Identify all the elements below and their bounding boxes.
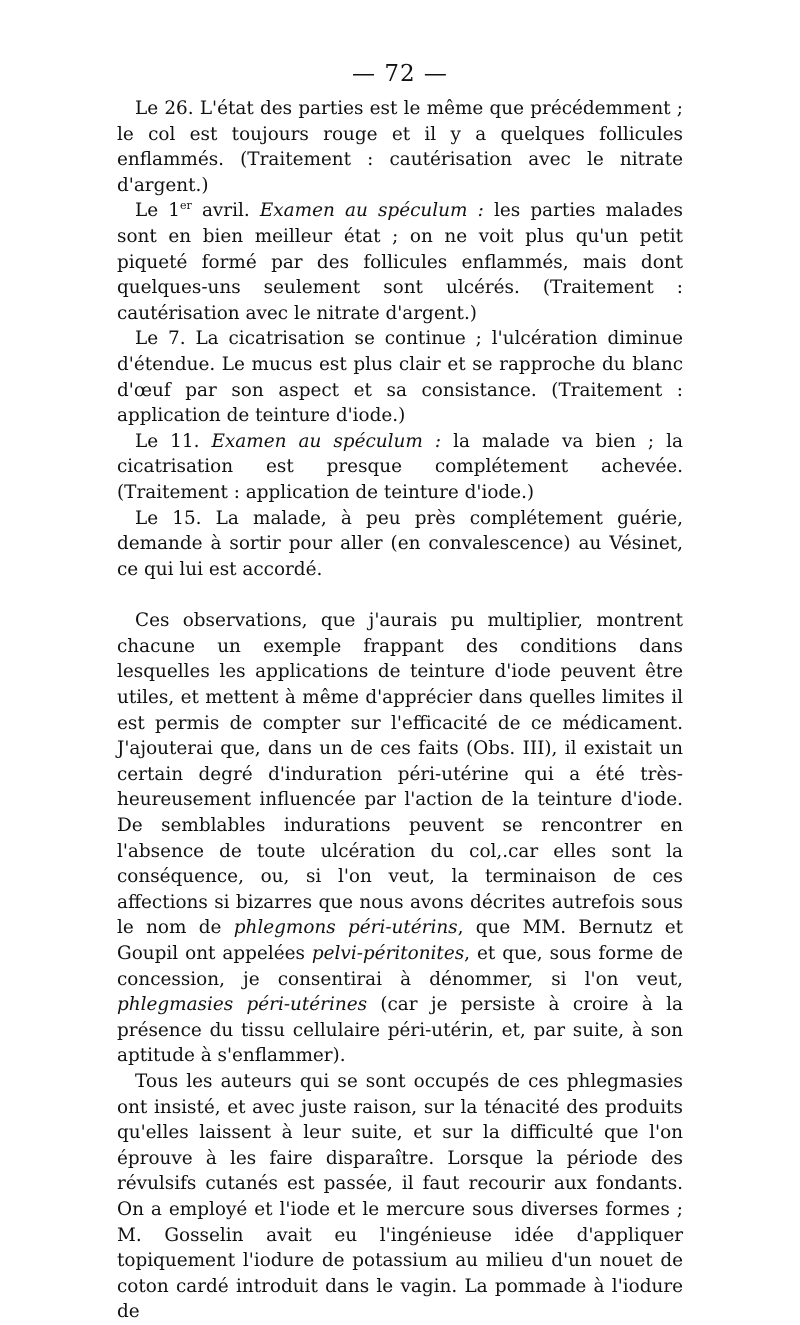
entry-text: L'état des parties est le même que précédemment ; le col est toujours rouge et il y a quelques follicules enflammés. (Traitement : cautérisation avec le nitrate d'argent.) [117, 98, 683, 196]
page-number: — 72 — [352, 61, 448, 87]
entry-26 [117, 96, 683, 198]
entry-15 [117, 506, 683, 583]
entry-date: Le 11. [135, 430, 200, 452]
entry-date: Le 15. [135, 507, 202, 529]
entry-date: Le 7. [135, 328, 186, 350]
italic-term: pelvi-péritonites [311, 943, 465, 964]
entry-date-sup: er [179, 199, 192, 213]
text-run: Ces observations, que j'aurais pu multiplier, montrent chacune un exemple frappant des conditions dans lesquelles les applications de teinture d'iode peuvent être utiles, et mettent à même d'apprécier dans quelles limites il est permis de compter sur l'efficacité de ce médicament. J'ajouterai que, dans un de ces faits (Obs. III), il existait un certain degré d'induration péri-utérine qui a été très-heureusement influencée par l'action de la teinture d'iode. De semblables indurations peuvent se rencontrer en l'absence de toute ulcération du col,.car elles sont la conséquence, ou, si l'on veut, la terminaison de ces affections si bizarres que nous avons décrites autrefois sous le nom de [117, 610, 683, 939]
entry-text: La cicatrisation se continue ; l'ulcération diminue d'étendue. Le mucus est plus clair et se rapproche du blanc d'œuf par son aspect et sa consistance. (Traitement : application de teinture d'iode.) [117, 328, 683, 427]
entry-italic: Examen au spéculum : [249, 200, 484, 222]
text-run: , et que, sous forme de concession, je consentirai à dénommer, si l'on veut, [117, 943, 683, 990]
entry-text: La malade, à peu près complétement guérie, demande à sortir pour aller (en convalescence) au Vésinet, ce qui lui est accordé. [117, 507, 683, 580]
entry-7 [117, 326, 683, 428]
entry-text: la malade va bien ; la cicatrisation est presque complétement achevée. (Traitement : application de teinture d'iode.) [117, 430, 683, 503]
italic-term: phlegmasies péri-utérines [117, 994, 368, 1016]
entry-date: Le 1 [135, 200, 180, 222]
entry-1-avril [117, 198, 683, 326]
entry-11 [117, 429, 683, 506]
text-run: , que MM. Bernutz et Goupil ont appelées [117, 917, 683, 964]
discussion-paragraph-1 [117, 608, 683, 1069]
entry-date-suffix: avril. [191, 200, 250, 222]
text-run: (car je persiste à croire à la présence du tissu cellulaire péri-utérin, et, par suite, à son aptitude à s'enflammer). [117, 994, 683, 1067]
italic-term: phlegmons péri-utérins [233, 917, 458, 939]
book-page [117, 60, 683, 1325]
entry-italic: Examen au spéculum : [199, 430, 442, 452]
discussion-paragraph-2: Tous les auteurs qui se sont occupés de ces phlegmasies ont insisté, et avec juste raison, sur la ténacité des produits qu'elles laissent à leur suite, et sur la difficulté que l'on éprouve à les faire disparaître. Lorsque la période des révulsifs cutanés est passée, il faut recourir aux fondants. On a employé et l'iode et le mercure sous diverses formes ; M. Gosselin avait eu l'ingénieuse idée d'appliquer topiquement l'iodure de potassium au milieu d'un nouet de coton cardé introduit dans le vagin. La pommade à l'iodure de [117, 1070, 683, 1323]
entry-text: les parties malades sont en bien meilleur état ; on ne voit plus qu'un petit piqueté formé par des follicules enflammés, mais dont quelques-uns seulement sont ulcérés. (Traitement : cautérisation avec le nitrate d'argent.) [117, 200, 683, 324]
section-gap [117, 582, 683, 608]
entry-date: Le 26. [135, 98, 194, 119]
